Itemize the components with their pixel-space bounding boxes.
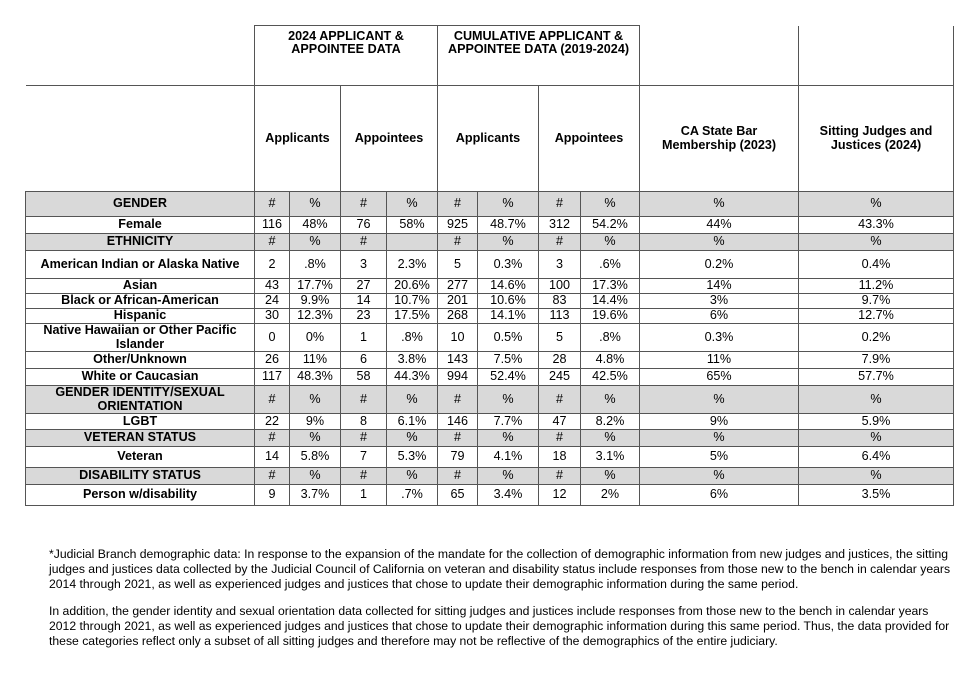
- section-label: ETHNICITY: [26, 234, 255, 251]
- table-row: [26, 369, 954, 386]
- appointees-2024-count-cell: 6: [341, 352, 387, 369]
- appointees-2024-count-cell: 14: [341, 294, 387, 309]
- applicants-cum-count-cell: 143: [438, 352, 478, 369]
- applicants-cum-pct-cell: 7.7%: [478, 414, 539, 430]
- sitting-judges-pct-cell: %: [799, 192, 954, 217]
- state-bar-pct-cell: %: [640, 192, 799, 217]
- appointees-cum-count-cell: 18: [539, 447, 581, 468]
- appointees-2024-count-cell: 7: [341, 447, 387, 468]
- state-bar-pct-cell: 0.3%: [640, 324, 799, 352]
- row-label: Other/Unknown: [26, 352, 255, 369]
- footnote-gender-identity: In addition, the gender identity and sexual orientation data collected for sitting judges and justices include responses from those new to the bench in calendar years 2012 through 2021, as well as experienced judges and justices that chose to update their demographic information during this same period. Thus, the data provided for these categories reflect only a subset of all sitting judges and therefore may not be reflective of the demographics of the entire judiciary.: [49, 604, 950, 648]
- sitting-judges-pct-cell: 11.2%: [799, 279, 954, 294]
- applicants-2024-pct-cell: 5.8%: [290, 447, 341, 468]
- state-bar-pct-cell: 14%: [640, 279, 799, 294]
- appointees-2024-count-cell: #: [341, 430, 387, 447]
- table-row: [26, 217, 954, 234]
- applicants-cum-pct-cell: %: [478, 234, 539, 251]
- applicants-cum-count-cell: 146: [438, 414, 478, 430]
- sitting-judges-pct-cell: %: [799, 468, 954, 485]
- appointees-2024-pct-cell: 10.7%: [387, 294, 438, 309]
- appointees-cum-pct-cell: 17.3%: [581, 279, 640, 294]
- state-bar-pct-cell: 6%: [640, 309, 799, 324]
- applicants-2024-pct-cell: 3.7%: [290, 485, 341, 506]
- appointees-2024-pct-cell: 5.3%: [387, 447, 438, 468]
- appointees-2024-count-cell: 58: [341, 369, 387, 386]
- column-header-row: [26, 86, 954, 192]
- appointees-2024-header: Appointees: [341, 86, 438, 192]
- applicants-cum-pct-cell: 14.6%: [478, 279, 539, 294]
- appointees-2024-count-cell: 3: [341, 251, 387, 279]
- appointees-2024-pct-cell: 20.6%: [387, 279, 438, 294]
- appointees-cum-pct-cell: .8%: [581, 324, 640, 352]
- state-bar-pct-cell: 9%: [640, 414, 799, 430]
- state-bar-pct-cell: %: [640, 468, 799, 485]
- appointees-2024-pct-cell: 6.1%: [387, 414, 438, 430]
- appointees-2024-pct-cell: [387, 234, 438, 251]
- appointees-2024-pct-cell: %: [387, 192, 438, 217]
- sitting-judges-pct-cell: 0.4%: [799, 251, 954, 279]
- sitting-judges-pct-cell: 12.7%: [799, 309, 954, 324]
- section-label: GENDER: [26, 192, 255, 217]
- appointees-cum-count-cell: 3: [539, 251, 581, 279]
- blank-header-cell: [640, 26, 799, 86]
- applicants-2024-count-cell: #: [255, 234, 290, 251]
- applicants-2024-count-cell: 26: [255, 352, 290, 369]
- appointees-cum-pct-cell: 3.1%: [581, 447, 640, 468]
- appointees-cum-count-cell: 245: [539, 369, 581, 386]
- applicants-2024-pct-cell: 0%: [290, 324, 341, 352]
- applicants-2024-count-cell: 24: [255, 294, 290, 309]
- appointees-2024-pct-cell: %: [387, 386, 438, 414]
- section-header-row: [26, 430, 954, 447]
- row-label: Female: [26, 217, 255, 234]
- applicants-cum-count-cell: #: [438, 192, 478, 217]
- state-bar-pct-cell: 3%: [640, 294, 799, 309]
- appointees-2024-count-cell: 1: [341, 324, 387, 352]
- state-bar-pct-cell: 11%: [640, 352, 799, 369]
- applicants-2024-header: Applicants: [255, 86, 341, 192]
- appointees-2024-pct-cell: %: [387, 430, 438, 447]
- sitting-judges-pct-cell: 9.7%: [799, 294, 954, 309]
- appointees-cum-count-cell: 28: [539, 352, 581, 369]
- applicants-cum-pct-cell: 52.4%: [478, 369, 539, 386]
- applicants-cum-pct-cell: 10.6%: [478, 294, 539, 309]
- applicants-2024-count-cell: 22: [255, 414, 290, 430]
- appointees-cum-pct-cell: 14.4%: [581, 294, 640, 309]
- appointees-cum-pct-cell: %: [581, 430, 640, 447]
- state-bar-pct-cell: 6%: [640, 485, 799, 506]
- state-bar-pct-cell: %: [640, 234, 799, 251]
- footnotes: [49, 547, 954, 661]
- applicants-2024-pct-cell: %: [290, 192, 341, 217]
- appointees-cum-count-cell: 47: [539, 414, 581, 430]
- row-label: Person w/disability: [26, 485, 255, 506]
- applicants-2024-pct-cell: %: [290, 386, 341, 414]
- section-label: VETERAN STATUS: [26, 430, 255, 447]
- appointees-cum-count-cell: #: [539, 430, 581, 447]
- applicants-cum-count-cell: 925: [438, 217, 478, 234]
- appointees-cum-count-cell: #: [539, 234, 581, 251]
- group-2024-header: 2024 APPLICANT & APPOINTEE DATA: [255, 26, 438, 86]
- blank-corner-cell: [26, 26, 255, 86]
- applicants-2024-count-cell: 43: [255, 279, 290, 294]
- section-header-row: [26, 386, 954, 414]
- table-row: [26, 309, 954, 324]
- applicants-2024-pct-cell: 48%: [290, 217, 341, 234]
- applicants-cum-pct-cell: 14.1%: [478, 309, 539, 324]
- state-bar-pct-cell: %: [640, 386, 799, 414]
- appointees-cum-count-cell: 312: [539, 217, 581, 234]
- applicants-2024-count-cell: #: [255, 192, 290, 217]
- appointees-cum-pct-cell: 42.5%: [581, 369, 640, 386]
- state-bar-pct-cell: 0.2%: [640, 251, 799, 279]
- appointees-cum-count-cell: 83: [539, 294, 581, 309]
- applicants-cum-count-cell: #: [438, 234, 478, 251]
- sitting-judges-header: Sitting Judges and Justices (2024): [799, 86, 954, 192]
- applicants-cum-count-cell: #: [438, 468, 478, 485]
- applicants-cum-count-cell: 268: [438, 309, 478, 324]
- applicants-2024-count-cell: 0: [255, 324, 290, 352]
- appointees-2024-pct-cell: 3.8%: [387, 352, 438, 369]
- applicants-cum-count-cell: 994: [438, 369, 478, 386]
- appointees-cum-count-cell: 12: [539, 485, 581, 506]
- applicants-2024-count-cell: #: [255, 468, 290, 485]
- appointees-cum-pct-cell: 54.2%: [581, 217, 640, 234]
- sitting-judges-pct-cell: 5.9%: [799, 414, 954, 430]
- applicants-cum-count-cell: 277: [438, 279, 478, 294]
- applicants-2024-pct-cell: %: [290, 468, 341, 485]
- sitting-judges-pct-cell: 0.2%: [799, 324, 954, 352]
- appointees-2024-count-cell: 8: [341, 414, 387, 430]
- row-label: Asian: [26, 279, 255, 294]
- appointees-cumulative-header: Appointees: [539, 86, 640, 192]
- state-bar-header: CA State Bar Membership (2023): [640, 86, 799, 192]
- row-label: LGBT: [26, 414, 255, 430]
- appointees-cum-count-cell: #: [539, 192, 581, 217]
- section-header-row: [26, 192, 954, 217]
- table-row: [26, 352, 954, 369]
- applicants-cum-pct-cell: %: [478, 192, 539, 217]
- state-bar-pct-cell: 65%: [640, 369, 799, 386]
- applicants-2024-count-cell: 9: [255, 485, 290, 506]
- table-row: [26, 414, 954, 430]
- table-row: [26, 294, 954, 309]
- applicants-2024-count-cell: 30: [255, 309, 290, 324]
- applicants-2024-pct-cell: %: [290, 234, 341, 251]
- applicants-cum-count-cell: 79: [438, 447, 478, 468]
- applicants-cum-count-cell: 10: [438, 324, 478, 352]
- appointees-2024-pct-cell: %: [387, 468, 438, 485]
- blank-header-cell: [799, 26, 954, 86]
- applicants-2024-count-cell: 2: [255, 251, 290, 279]
- state-bar-pct-cell: 5%: [640, 447, 799, 468]
- table-row: [26, 251, 954, 279]
- appointees-cum-count-cell: #: [539, 468, 581, 485]
- appointees-2024-pct-cell: 58%: [387, 217, 438, 234]
- footnote-judicial-data: *Judicial Branch demographic data: In response to the expansion of the mandate for the collection of demographic information from new judges and justices, the sitting judges and justices data collected by the Judicial Council of California on veteran and disability status include responses from those new to the bench in calendar years 2014 through 2021, as well as experienced judges and justices that chose to update their demographic information during the same period.: [49, 547, 951, 591]
- applicants-2024-count-cell: #: [255, 430, 290, 447]
- applicants-cum-pct-cell: 0.5%: [478, 324, 539, 352]
- applicants-cum-pct-cell: %: [478, 430, 539, 447]
- state-bar-pct-cell: %: [640, 430, 799, 447]
- appointees-cum-pct-cell: %: [581, 468, 640, 485]
- applicants-cum-count-cell: #: [438, 386, 478, 414]
- appointees-2024-count-cell: 76: [341, 217, 387, 234]
- appointees-2024-pct-cell: 44.3%: [387, 369, 438, 386]
- table-row: [26, 324, 954, 352]
- appointees-cum-pct-cell: 8.2%: [581, 414, 640, 430]
- sitting-judges-pct-cell: 3.5%: [799, 485, 954, 506]
- sitting-judges-pct-cell: 7.9%: [799, 352, 954, 369]
- applicants-2024-pct-cell: 48.3%: [290, 369, 341, 386]
- appointees-2024-count-cell: 23: [341, 309, 387, 324]
- applicants-cum-count-cell: 5: [438, 251, 478, 279]
- sitting-judges-pct-cell: 57.7%: [799, 369, 954, 386]
- section-header-row: [26, 468, 954, 485]
- applicants-cum-pct-cell: %: [478, 386, 539, 414]
- appointees-cum-pct-cell: 2%: [581, 485, 640, 506]
- section-header-row: [26, 234, 954, 251]
- row-label: Hispanic: [26, 309, 255, 324]
- row-label: Native Hawaiian or Other Pacific Islander: [26, 324, 255, 352]
- applicants-2024-pct-cell: 17.7%: [290, 279, 341, 294]
- appointees-2024-count-cell: #: [341, 386, 387, 414]
- applicants-2024-pct-cell: 11%: [290, 352, 341, 369]
- sitting-judges-pct-cell: 6.4%: [799, 447, 954, 468]
- appointees-cum-count-cell: #: [539, 386, 581, 414]
- demographics-table: [25, 25, 954, 506]
- demographics-table-container: [25, 25, 954, 506]
- appointees-2024-count-cell: 1: [341, 485, 387, 506]
- applicants-2024-count-cell: #: [255, 386, 290, 414]
- applicants-cum-pct-cell: 48.7%: [478, 217, 539, 234]
- row-label: American Indian or Alaska Native: [26, 251, 255, 279]
- section-label: DISABILITY STATUS: [26, 468, 255, 485]
- applicants-cumulative-header: Applicants: [438, 86, 539, 192]
- applicants-cum-pct-cell: %: [478, 468, 539, 485]
- appointees-2024-count-cell: #: [341, 234, 387, 251]
- applicants-cum-pct-cell: 3.4%: [478, 485, 539, 506]
- appointees-2024-count-cell: #: [341, 468, 387, 485]
- appointees-cum-pct-cell: %: [581, 386, 640, 414]
- appointees-cum-count-cell: 5: [539, 324, 581, 352]
- applicants-2024-pct-cell: %: [290, 430, 341, 447]
- appointees-2024-count-cell: 27: [341, 279, 387, 294]
- appointees-2024-pct-cell: .8%: [387, 324, 438, 352]
- appointees-cum-count-cell: 100: [539, 279, 581, 294]
- applicants-cum-pct-cell: 4.1%: [478, 447, 539, 468]
- row-label: Black or African-American: [26, 294, 255, 309]
- state-bar-pct-cell: 44%: [640, 217, 799, 234]
- appointees-2024-pct-cell: .7%: [387, 485, 438, 506]
- group-header-row: [26, 26, 954, 86]
- applicants-2024-pct-cell: .8%: [290, 251, 341, 279]
- group-cumulative-header: CUMULATIVE APPLICANT & APPOINTEE DATA (2019-2024): [438, 26, 640, 86]
- applicants-cum-pct-cell: 7.5%: [478, 352, 539, 369]
- applicants-cum-count-cell: 201: [438, 294, 478, 309]
- sitting-judges-pct-cell: %: [799, 430, 954, 447]
- appointees-cum-count-cell: 113: [539, 309, 581, 324]
- applicants-2024-count-cell: 117: [255, 369, 290, 386]
- blank-label-header-cell: [26, 86, 255, 192]
- applicants-cum-count-cell: 65: [438, 485, 478, 506]
- appointees-cum-pct-cell: %: [581, 234, 640, 251]
- table-row: [26, 485, 954, 506]
- sitting-judges-pct-cell: %: [799, 234, 954, 251]
- sitting-judges-pct-cell: 43.3%: [799, 217, 954, 234]
- applicants-2024-pct-cell: 9.9%: [290, 294, 341, 309]
- appointees-cum-pct-cell: 4.8%: [581, 352, 640, 369]
- row-label: White or Caucasian: [26, 369, 255, 386]
- applicants-2024-count-cell: 14: [255, 447, 290, 468]
- appointees-cum-pct-cell: .6%: [581, 251, 640, 279]
- appointees-2024-pct-cell: 2.3%: [387, 251, 438, 279]
- applicants-2024-count-cell: 116: [255, 217, 290, 234]
- appointees-2024-pct-cell: 17.5%: [387, 309, 438, 324]
- applicants-cum-pct-cell: 0.3%: [478, 251, 539, 279]
- appointees-cum-pct-cell: 19.6%: [581, 309, 640, 324]
- applicants-2024-pct-cell: 12.3%: [290, 309, 341, 324]
- table-row: [26, 447, 954, 468]
- section-label: GENDER IDENTITY/SEXUAL ORIENTATION: [26, 386, 255, 414]
- applicants-2024-pct-cell: 9%: [290, 414, 341, 430]
- sitting-judges-pct-cell: %: [799, 386, 954, 414]
- applicants-cum-count-cell: #: [438, 430, 478, 447]
- row-label: Veteran: [26, 447, 255, 468]
- appointees-2024-count-cell: #: [341, 192, 387, 217]
- table-row: [26, 279, 954, 294]
- appointees-cum-pct-cell: %: [581, 192, 640, 217]
